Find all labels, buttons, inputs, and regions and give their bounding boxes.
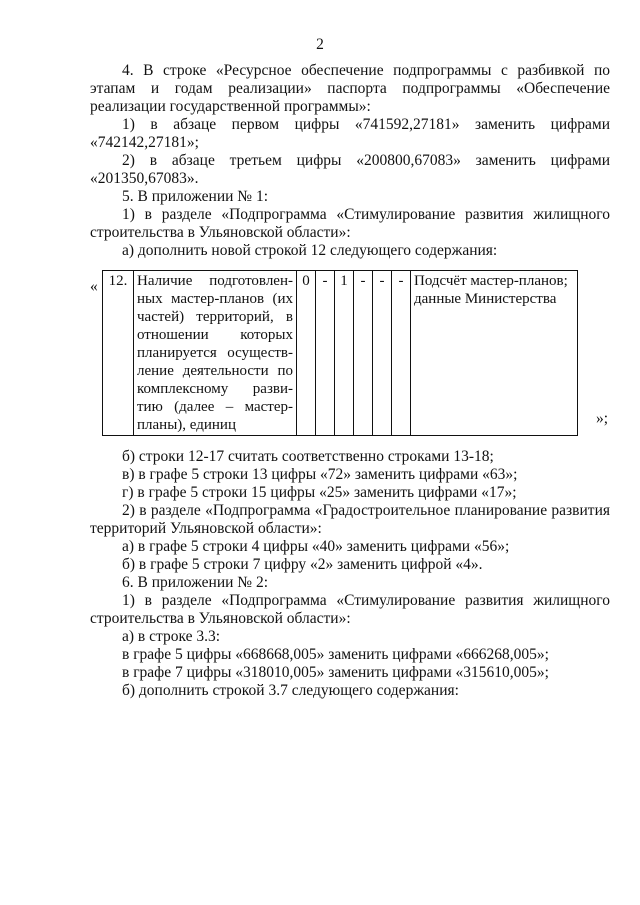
item-5-2: 2) в разделе «Подпрограмма «Градостроительное планирование развития территорий Ульяновской области»: — [90, 502, 610, 537]
item-5: 5. В приложении № 1: — [122, 188, 269, 205]
table-close-quote: »; — [596, 410, 609, 427]
item-5-1-b: б) строки 12-17 считать соответственно строками 13-18; — [122, 448, 494, 465]
value-cell: - — [354, 271, 373, 436]
item-6-1-a-1: в графе 5 цифры «668668,005» заменить цифрами «666268,005»; — [122, 646, 549, 663]
item-5-2-b: б) в графе 5 строки 7 цифру «2» заменить цифрой «4». — [122, 556, 483, 573]
row-number: 12. — [103, 271, 134, 436]
item-4: 4. В строке «Ресурсное обеспечение подпрограммы с разбивкой по этапам и годам реализации» паспорта подпрограммы «Обеспечение реализации государственной программы»: — [90, 62, 610, 115]
value-cell: 0 — [297, 271, 316, 436]
item-6-1-a-2: в графе 7 цифры «318010,005» заменить цифрами «315610,005»; — [122, 664, 549, 681]
value-cell: 1 — [335, 271, 354, 436]
item-5-1-a: а) дополнить новой строкой 12 следующего содержания: — [122, 242, 498, 259]
item-4-2: 2) в абзаце третьем цифры «200800,67083» заменить цифрами «201350,67083». — [90, 152, 610, 187]
item-5-1-v: в) в графе 5 строки 13 цифры «72» заменить цифрами «63»; — [122, 466, 518, 483]
page-number: 2 — [316, 36, 324, 53]
item-5-1: 1) в разделе «Подпрограмма «Стимулирование развития жилищного строительства в Ульяновской области»: — [90, 206, 610, 241]
value-cell: - — [373, 271, 392, 436]
inserted-table-row — [102, 270, 578, 436]
item-6-1: 1) в разделе «Подпрограмма «Стимулирование развития жилищного строительства в Ульяновской области»: — [90, 592, 610, 627]
item-6: 6. В приложении № 2: — [122, 574, 269, 591]
table-row — [103, 271, 578, 436]
item-4-1: 1) в абзаце первом цифры «741592,27181» заменить цифрами «742142,27181»; — [90, 116, 610, 151]
item-5-1-g: г) в графе 5 строки 15 цифры «25» заменить цифрами «17»; — [122, 484, 517, 501]
value-cell: - — [392, 271, 411, 436]
row-source: Подсчёт мастер-планов; данные Министерства — [411, 271, 578, 436]
value-cell: - — [316, 271, 335, 436]
table-open-quote: « — [90, 278, 98, 295]
row-description: Наличие подготовлен-ных мастер-планов (их частей) территорий, в отношении которых планируется осуществ-ление деятельности по комплексному разви-тию (далее – мастер-планы), единиц — [134, 271, 297, 436]
item-5-2-a: а) в графе 5 строки 4 цифры «40» заменить цифрами «56»; — [122, 538, 510, 555]
item-6-1-a: а) в строке 3.3: — [122, 628, 221, 645]
item-6-1-b: б) дополнить строкой 3.7 следующего содержания: — [122, 682, 459, 699]
